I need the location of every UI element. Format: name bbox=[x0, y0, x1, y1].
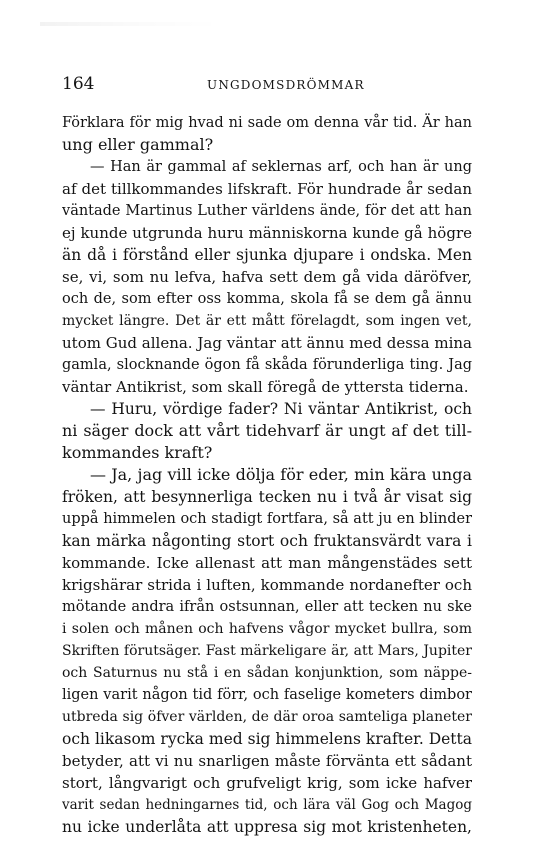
text-line: — Huru, vördige fader? Ni väntar Antikrist, och bbox=[90, 400, 472, 418]
text-line: ung eller gammal? bbox=[62, 135, 214, 154]
text-line: ej kunde utgrunda huru människorna kunde gå högre bbox=[62, 224, 472, 242]
text-line: kommande. Icke allenast att man mångenstädes sett bbox=[62, 554, 472, 572]
text-line: och Saturnus nu stå i en sådan konjunktion, som näppe- bbox=[62, 665, 472, 681]
text-line: och de, som efter oss komma, skola få se dem gå ännu bbox=[62, 291, 472, 307]
text-line: och likasom rycka med sig himmelens krafter. Detta bbox=[62, 730, 472, 748]
page-header bbox=[62, 74, 472, 94]
text-line: fröken, att besynnerliga tecken nu i två år visat sig bbox=[62, 488, 472, 506]
text-line: stort, långvarigt och grufveligt krig, som icke hafver bbox=[62, 774, 472, 792]
text-line: nu icke underlåta att uppresa sig mot kristenheten, bbox=[62, 818, 472, 836]
page-number: 164 bbox=[62, 74, 95, 94]
text-line: mötande andra ifrån ostsunnan, eller att tecken nu ske bbox=[62, 599, 472, 615]
text-line: kommandes kraft? bbox=[62, 443, 213, 462]
text-line: mycket längre. Det är ett mått förelagdt, som ingen vet, bbox=[62, 313, 472, 329]
text-line: ni säger dock att vårt tidehvarf är ungt af det till- bbox=[62, 421, 472, 440]
text-line: Förklara för mig hvad ni sade om denna vår tid. Är han bbox=[62, 115, 472, 131]
text-line: i solen och månen och hafvens vågor mycket bullra, som bbox=[62, 621, 472, 637]
text-line: — Han är gammal af seklernas arf, och han är ung bbox=[90, 159, 472, 175]
text-line: utbreda sig öfver världen, de där oroa samteliga planeter bbox=[62, 709, 472, 725]
text-line: utom Gud allena. Jag väntar att ännu med dessa mina bbox=[62, 334, 472, 352]
text-line: af det tillkommandes lifskraft. För hundrade år sedan bbox=[62, 180, 472, 198]
text-line: Skriften förutsäger. Fast märkeligare är, att Mars, Jupiter bbox=[62, 643, 472, 659]
text-line: uppå himmelen och stadigt fortfara, så att ju en blinder bbox=[62, 511, 472, 527]
text-line: krigshärar strida i luften, kommande nordanefter och bbox=[62, 576, 472, 594]
text-line: ligen varit någon tid förr, och faselige kometers dimbor bbox=[62, 687, 472, 703]
text-line: varit sedan hedningarnes tid, och lära väl Gog och Magog bbox=[62, 797, 472, 813]
text-line: gamla, slocknande ögon få skåda förunderliga ting. Jag bbox=[62, 357, 472, 373]
text-line: väntade Martinus Luther världens ände, för det att han bbox=[62, 203, 472, 219]
running-head: UNGDOMSDRÖMMAR bbox=[207, 78, 365, 92]
text-line: kan märka någonting stort och fruktansvärdt vara i bbox=[62, 532, 472, 550]
text-line: väntar Antikrist, som skall föregå de yttersta tiderna. bbox=[62, 378, 469, 396]
paper-smudge bbox=[40, 22, 220, 26]
text-line: betyder, att vi nu snarligen måste förvänta ett sådant bbox=[62, 752, 472, 770]
text-line: än då i förstånd eller sjunka djupare i ondska. Men bbox=[62, 246, 472, 264]
text-line: — Ja, jag vill icke dölja för eder, min kära unga bbox=[90, 465, 472, 484]
body-text bbox=[62, 112, 472, 838]
text-line: se, vi, som nu lefva, hafva sett dem gå vida däröfver, bbox=[62, 268, 472, 286]
